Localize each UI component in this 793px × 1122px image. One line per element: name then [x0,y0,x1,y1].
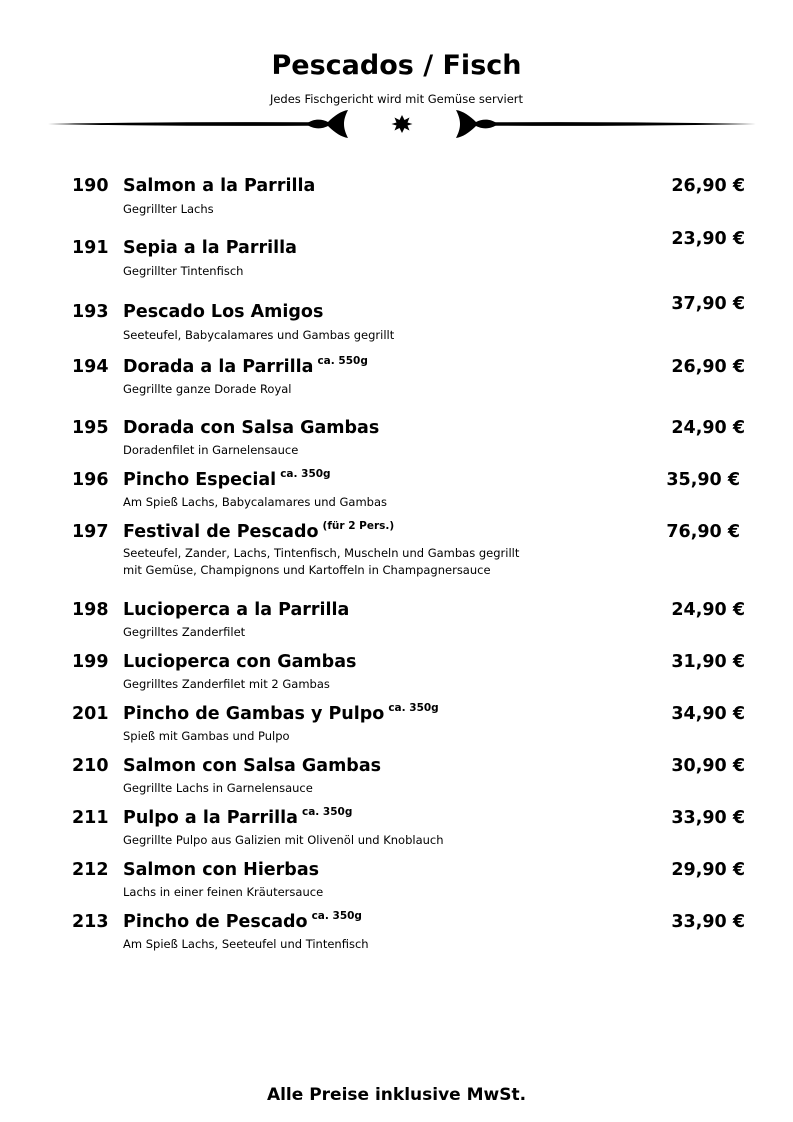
item-name-text: Salmon con Salsa Gambas [123,756,382,776]
item-name [123,238,297,258]
item-name-text: Festival de Pescado [123,522,319,542]
item-price: 26,90 € [671,357,745,377]
item-description-line: mit Gemüse, Champignons und Kartoffeln in Champagnersauce [123,563,491,577]
item-name [123,470,331,490]
item-number: 211 [72,808,109,828]
item-name-text: Sepia a la Parrilla [123,238,297,258]
item-name [123,808,352,828]
item-name-text: Pincho de Gambas y Pulpo [123,704,385,724]
item-name-text: Salmon a la Parrilla [123,176,316,196]
item-description [123,936,369,953]
item-description [123,780,313,797]
item-description [123,381,292,398]
item-number: 193 [72,302,109,322]
item-name [123,600,349,620]
item-price: 34,90 € [671,704,745,724]
item-description [123,545,519,579]
item-name-text: Pulpo a la Parrilla [123,808,298,828]
item-price: 30,90 € [671,756,745,776]
item-name-text: Lucioperca con Gambas [123,652,357,672]
item-name [123,860,319,880]
item-name-text: Pescado Los Amigos [123,302,324,322]
item-description-line: Gegrillte ganze Dorade Royal [123,382,292,396]
item-price: 33,90 € [671,808,745,828]
item-price: 37,90 € [671,294,745,314]
item-portion-note: ca. 550g [317,355,368,367]
item-name-text: Salmon con Hierbas [123,860,320,880]
item-price: 35,90 € [666,470,740,490]
item-number: 201 [72,704,109,724]
item-description [123,728,290,745]
item-portion-note: ca. 350g [311,910,362,922]
page-title: Pescados / Fisch [271,50,522,81]
item-description-line: Gegrilltes Zanderfilet mit 2 Gambas [123,677,330,691]
divider-ornament [48,108,756,140]
item-description [123,201,214,218]
item-name [123,357,368,377]
item-description-line: Lachs in einer feinen Kräutersauce [123,885,324,899]
item-price: 29,90 € [671,860,745,880]
page-subtitle: Jedes Fischgericht wird mit Gemüse serviert [269,92,524,106]
item-description-line: Gegrilltes Zanderfilet [123,625,246,639]
item-number: 195 [72,418,109,438]
item-number: 197 [72,522,109,542]
item-name-text: Dorada a la Parrilla [123,357,314,377]
item-description-line: Seeteufel, Zander, Lachs, Tintenfisch, Muscheln und Gambas gegrillt [123,546,520,560]
item-name-text: Pincho de Pescado [123,912,308,932]
item-name-text: Dorada con Salsa Gambas [123,418,380,438]
item-portion-note: ca. 350g [280,468,331,480]
item-description [123,263,243,280]
item-description-line: Gegrillte Pulpo aus Galizien mit Olivenöl und Knoblauch [123,833,444,847]
item-name [123,652,356,672]
item-number: 191 [72,238,109,258]
item-portion-note: ca. 350g [301,806,353,818]
item-description [123,494,387,511]
item-description-line: Gegrillter Tintenfisch [123,264,244,278]
item-price: 24,90 € [671,600,745,620]
item-portion-note: (für 2 Pers.) [322,520,395,532]
item-number: 190 [72,176,109,196]
item-description-line: Am Spieß Lachs, Babycalamares und Gambas [123,495,387,509]
item-number: 196 [72,470,109,490]
item-name [123,176,315,196]
item-number: 210 [72,756,109,776]
item-description-line: Spieß mit Gambas und Pulpo [123,729,290,743]
item-price: 76,90 € [666,522,740,542]
item-description [123,884,323,901]
item-price: 24,90 € [671,418,745,438]
item-name [123,522,394,542]
item-description [123,624,245,641]
item-description [123,327,394,344]
item-name-text: Lucioperca a la Parrilla [123,600,350,620]
item-description-line: Gegrillter Lachs [123,202,214,216]
item-name [123,302,323,322]
item-price: 26,90 € [671,176,745,196]
item-price: 31,90 € [671,652,745,672]
item-name-text: Pincho Especial [123,470,277,490]
item-name [123,704,439,724]
item-number: 212 [72,860,109,880]
item-description [123,442,298,459]
footer-note: Alle Preise inklusive MwSt. [266,1085,527,1105]
item-description-line: Seeteufel, Babycalamares und Gambas gegrillt [123,328,395,342]
item-price: 33,90 € [671,912,745,932]
item-description-line: Doradenfilet in Garnelensauce [123,443,299,457]
item-name [123,756,381,776]
item-number: 213 [72,912,109,932]
item-price: 23,90 € [671,229,745,249]
item-description-line: Am Spieß Lachs, Seeteufel und Tintenfisch [123,937,369,951]
item-number: 198 [72,600,109,620]
item-number: 194 [72,357,109,377]
item-description [123,676,330,693]
item-description [123,832,444,849]
item-name [123,418,379,438]
item-name [123,912,362,932]
item-number: 199 [72,652,109,672]
item-description-line: Gegrillte Lachs in Garnelensauce [123,781,313,795]
item-portion-note: ca. 350g [388,702,439,714]
